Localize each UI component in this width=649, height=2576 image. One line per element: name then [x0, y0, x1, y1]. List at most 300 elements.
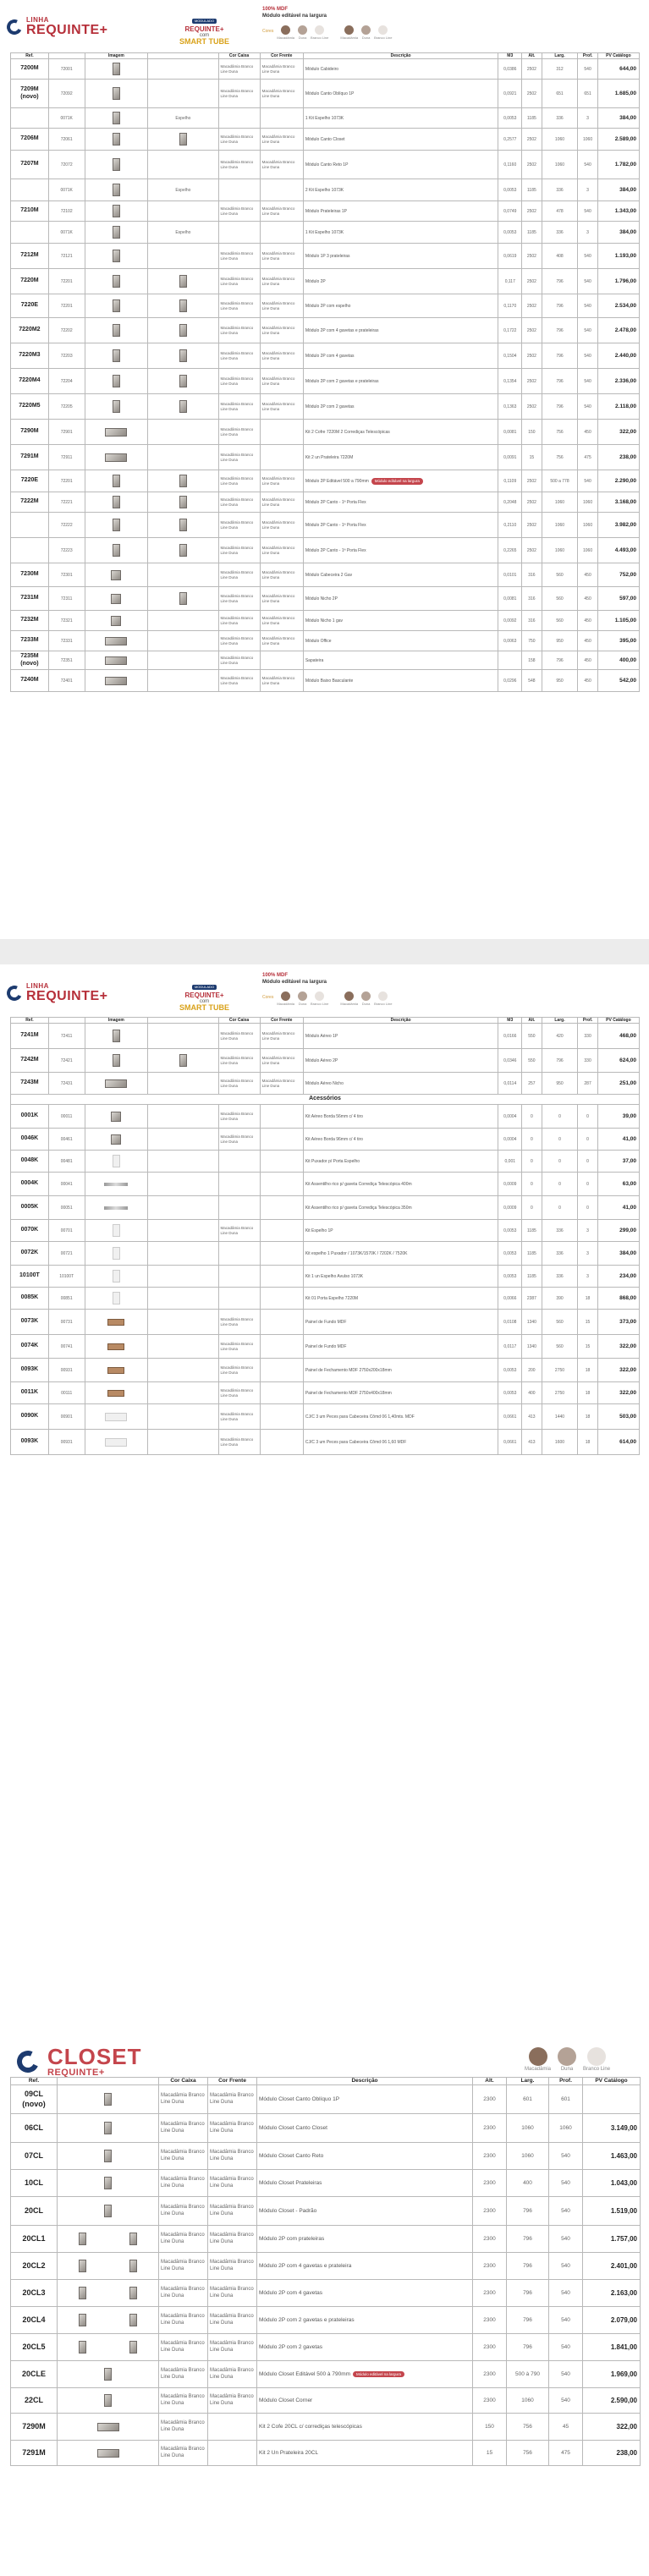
row-price: 234,00: [597, 1266, 639, 1288]
swatch-dot: [378, 25, 388, 35]
description-text: Módulo 1P 3 prateleiras: [305, 253, 350, 259]
row-image: [58, 2280, 159, 2307]
table-row: [11, 2143, 641, 2170]
table-row: [11, 2197, 641, 2226]
row-code: 00851: [48, 1288, 85, 1310]
row-m3: 0,0661: [498, 1430, 522, 1455]
row-code: 72202: [48, 318, 85, 343]
row-cor-frente: Macadâmia Branco Line Duna: [208, 2226, 257, 2253]
row-m3: 0,0053: [498, 179, 522, 201]
table-row: [11, 563, 640, 587]
row-description: [257, 2334, 473, 2361]
row-prof: 3: [578, 222, 597, 244]
row-image-2: [148, 1129, 218, 1151]
description-text: 1 Kit Espelho 1073K: [305, 115, 344, 121]
row-prof: 18: [578, 1430, 597, 1455]
row-image: [85, 59, 148, 80]
row-cor-frente: [260, 1430, 303, 1455]
row-cor-caixa: Macadâmia Branco Line Duna: [218, 631, 260, 651]
row-ref: 0046K: [11, 1129, 49, 1151]
row-cor-caixa: Macadâmia Branco Line Duna: [218, 1404, 260, 1430]
product-image-open: [129, 2233, 137, 2245]
row-image: [85, 1359, 148, 1382]
row-description: [303, 1151, 498, 1173]
row-ref: 7200M: [11, 59, 49, 80]
row-cor-frente: Macadâmia Branco Line Duna: [260, 670, 303, 692]
row-ref: 0072K: [11, 1242, 49, 1266]
row-price: 395,00: [597, 631, 639, 651]
row-ref: [11, 513, 49, 538]
product-image: [113, 1155, 120, 1167]
product-image: [104, 2122, 112, 2134]
row-m3: 0,2577: [498, 129, 522, 151]
row-larg: 1060: [542, 538, 578, 563]
description-text: Kit 2 Cofre 7220M 2 Corrediças Telescópicas: [305, 429, 390, 435]
product-image: [97, 2423, 119, 2431]
table-row: [11, 420, 640, 445]
row-cor-frente: Macadâmia Branco Line Duna: [208, 2085, 257, 2114]
description-text: Módulo Closet Corner: [259, 2397, 313, 2403]
row-cor-caixa: Macadâmia Branco Line Duna: [218, 1024, 260, 1049]
row-price: 3.982,00: [597, 513, 639, 538]
row-cor-frente: [260, 1266, 303, 1288]
description-text: Módulo Prateleiras 1P: [305, 208, 348, 214]
product-image: [113, 158, 120, 171]
row-cor-frente: [260, 651, 303, 670]
row-cor-caixa: Macadâmia Branco Line Duna: [159, 2143, 208, 2170]
row-larg: 756: [507, 2414, 549, 2441]
row-image-2: [148, 1024, 218, 1049]
row-cor-caixa: Macadâmia Branco Line Duna: [218, 1335, 260, 1359]
row-cor-frente: Macadâmia Branco Line Duna: [208, 2307, 257, 2334]
row-ref: 7240M: [11, 670, 49, 692]
column-header: Cor Caixa: [218, 53, 260, 59]
row-cor-frente: Macadâmia Branco Line Duna: [260, 369, 303, 394]
row-cor-caixa: Macadâmia Branco Line Duna: [218, 445, 260, 470]
description-text: Módulo Closet Canto Closet: [259, 2124, 327, 2131]
row-cor-frente: Macadâmia Branco Line Duna: [208, 2143, 257, 2170]
row-image-2: [148, 179, 218, 201]
row-image-2: [148, 294, 218, 318]
row-price: 1.685,00: [597, 80, 639, 108]
description-text: Módulo Cabideiro: [305, 66, 339, 72]
smart-tube-logo: [179, 978, 229, 1013]
row-cor-caixa: Macadâmia Branco Line Duna: [218, 151, 260, 179]
row-image: [85, 294, 148, 318]
row-image: [58, 2085, 159, 2114]
row-cor-frente: Macadâmia Branco Line Duna: [260, 151, 303, 179]
description-text: Módulo 2P com 2 gavetas: [259, 2343, 323, 2350]
row-image: [58, 2197, 159, 2226]
row-m3: 0,0114: [498, 1073, 522, 1095]
row-larg: 950: [542, 1073, 578, 1095]
row-cor-frente: [260, 1310, 303, 1335]
product-image: [111, 1112, 121, 1122]
row-cor-caixa: Macadâmia Branco Line Duna: [159, 2170, 208, 2197]
row-alt: 1340: [522, 1310, 542, 1335]
table-row: [11, 1105, 640, 1129]
row-alt: 2502: [522, 513, 542, 538]
row-image-2: [148, 1288, 218, 1310]
product-image: [113, 205, 120, 217]
row-ref: 7220M: [11, 269, 49, 294]
row-cor-caixa: Macadâmia Branco Line Duna: [218, 59, 260, 80]
row-alt: 2502: [522, 343, 542, 369]
row-ref: 7243M: [11, 1073, 49, 1095]
row-ref: 0090K: [11, 1404, 49, 1430]
row-larg: 1060: [507, 2143, 549, 2170]
row-image-2: [148, 1382, 218, 1404]
row-m3: 0,0101: [498, 563, 522, 587]
row-image: [85, 1288, 148, 1310]
row-code: 72331: [48, 631, 85, 651]
row-prof: 18: [578, 1404, 597, 1430]
description-text: Módulo 2P com 4 gavetas e prateleira: [259, 2262, 352, 2269]
row-ref: 7291M: [11, 445, 49, 470]
row-code: 72401: [48, 670, 85, 692]
row-code: 00461: [48, 1129, 85, 1151]
description-text: Kit Assentilho rico p/ gaveta Corrediça Telescópica 350m: [305, 1205, 412, 1211]
row-larg: 390: [542, 1288, 578, 1310]
column-header: Alt.: [522, 1018, 542, 1024]
row-price: 37,00: [597, 1151, 639, 1173]
product-image: [113, 349, 120, 362]
row-price: 1.796,00: [597, 269, 639, 294]
row-ref: 7241M: [11, 1024, 49, 1049]
table-row: [11, 1266, 640, 1288]
row-description: [303, 1359, 498, 1382]
row-prof: 287: [578, 1073, 597, 1095]
row-code: 72911: [48, 445, 85, 470]
table-row: [11, 2085, 641, 2114]
row-price: 2.290,00: [597, 470, 639, 492]
product-image-open: [179, 349, 187, 362]
row-cor-frente: Macadâmia Branco Line Duna: [260, 129, 303, 151]
product-image: [113, 133, 120, 146]
row-cor-frente: [208, 2414, 257, 2441]
column-header: Ref.: [11, 1018, 49, 1024]
column-header: Larg.: [542, 1018, 578, 1024]
row-image: [85, 420, 148, 445]
row-alt: 2300: [473, 2388, 507, 2414]
row-ref: 09CL (novo): [11, 2085, 58, 2114]
swatch: [374, 25, 392, 40]
table-row: [11, 670, 640, 692]
row-prof: 450: [578, 563, 597, 587]
brand-line: LINHA: [26, 16, 49, 24]
row-description: [303, 631, 498, 651]
row-price: 597,00: [597, 587, 639, 611]
swatch: [298, 25, 307, 40]
product-image: [113, 1030, 120, 1042]
row-price: 322,00: [597, 1359, 639, 1382]
row-prof: 540: [549, 2197, 583, 2226]
row-larg: 336: [542, 108, 578, 129]
row-image: [58, 2170, 159, 2197]
row-m3: 0,0009: [498, 1173, 522, 1196]
table-row: [11, 269, 640, 294]
page-gap: [0, 939, 649, 964]
row-larg: 408: [542, 244, 578, 269]
row-ref: 0070K: [11, 1220, 49, 1242]
row-m3: 0,001: [498, 1151, 522, 1173]
row-alt: 15: [522, 445, 542, 470]
description-text: Módulo 2P Canto - 1ª Porta Flex: [305, 522, 366, 528]
swatch-name: Branco Line: [311, 1002, 329, 1006]
row-cor-caixa: Macadâmia Branco Line Duna: [218, 80, 260, 108]
row-cor-frente: [260, 1220, 303, 1242]
description-text: Kit 2 Cofe 20CL c/ corrediças telescópicas: [259, 2423, 362, 2430]
product-image-open: [179, 475, 187, 487]
row-price: 4.493,00: [597, 538, 639, 563]
swatch-name: Duna: [361, 36, 371, 40]
row-price: 41,00: [597, 1129, 639, 1151]
product-image: [113, 375, 120, 387]
swatch: [311, 991, 328, 1006]
table-row: [11, 343, 640, 369]
row-code: 72072: [48, 151, 85, 179]
row-code: 72001: [48, 59, 85, 80]
row-description: [303, 269, 498, 294]
row-image: [85, 1266, 148, 1288]
row-larg: 796: [542, 318, 578, 343]
row-price: 2.478,00: [597, 318, 639, 343]
row-description: [303, 80, 498, 108]
row-description: [257, 2143, 473, 2170]
product-image: [111, 616, 121, 626]
row-price: 384,00: [597, 179, 639, 201]
row-cor-frente: [260, 1359, 303, 1382]
row-alt: 2502: [522, 244, 542, 269]
table-row: [11, 80, 640, 108]
row-cor-frente: [260, 1335, 303, 1359]
product-image-open: [129, 2314, 137, 2326]
row-cor-caixa: [218, 179, 260, 201]
smart-pill: MODULADO: [192, 19, 217, 24]
column-header: Cor Frente: [208, 2078, 257, 2085]
logo-c-icon: [4, 17, 24, 36]
row-price: 238,00: [597, 445, 639, 470]
row-price: 373,00: [597, 1310, 639, 1335]
page-gap: [0, 1777, 649, 2030]
product-image: [113, 519, 120, 531]
row-alt: 413: [522, 1404, 542, 1430]
column-header: Ref.: [11, 2078, 58, 2085]
table-row: [11, 179, 640, 201]
row-ref: [11, 222, 49, 244]
row-cor-caixa: Macadâmia Branco Line Duna: [218, 563, 260, 587]
row-prof: 540: [578, 318, 597, 343]
row-code: 72121: [48, 244, 85, 269]
row-prof: 540: [549, 2226, 583, 2253]
row-cor-frente: [260, 1151, 303, 1173]
closet-price-table: [10, 2077, 641, 2466]
row-alt: 2300: [473, 2197, 507, 2226]
product-image: [113, 184, 120, 196]
row-m3: 0,0063: [498, 631, 522, 651]
swatch-name: Duna: [298, 1002, 307, 1006]
swatch-group: [340, 25, 395, 40]
column-header: Cor Frente: [260, 53, 303, 59]
smart-com: com: [199, 33, 210, 39]
row-alt: 1185: [522, 179, 542, 201]
row-image: [85, 1196, 148, 1220]
image-group: [59, 2423, 157, 2431]
row-description: [303, 129, 498, 151]
row-image: [85, 651, 148, 670]
product-image: [111, 1134, 121, 1145]
row-prof: 540: [549, 2143, 583, 2170]
row-cor-frente: Macadâmia Branco Line Duna: [260, 470, 303, 492]
table-row: [11, 59, 640, 80]
description-text: Módulo Closet Prateleiras: [259, 2179, 322, 2186]
description-text: Módulo Nicho 1 gav: [305, 618, 344, 623]
row-image: [85, 513, 148, 538]
brand-logo: [7, 983, 108, 1003]
price-table: [10, 52, 640, 692]
row-cor-caixa: Macadâmia Branco Line Duna: [218, 1073, 260, 1095]
column-header: Ref.: [11, 53, 49, 59]
row-cor-frente: Macadâmia Branco Line Duna: [260, 513, 303, 538]
row-larg: 796: [507, 2226, 549, 2253]
swatch-name: Branco Line: [583, 2067, 611, 2072]
row-alt: 1185: [522, 108, 542, 129]
row-price: 2.118,00: [597, 394, 639, 420]
row-ref: 7232M: [11, 611, 49, 631]
row-prof: 1060: [578, 492, 597, 513]
product-image: [113, 87, 120, 100]
row-code: 72061: [48, 129, 85, 151]
row-price: 322,00: [597, 420, 639, 445]
row-ref: 0093K: [11, 1359, 49, 1382]
row-cor-caixa: Macadâmia Branco Line Duna: [159, 2280, 208, 2307]
row-prof: 540: [549, 2280, 583, 2307]
description-text: Módulo 2P Canto - 1ª Porta Flex: [305, 547, 366, 553]
table-row: [11, 1382, 640, 1404]
table-row: [11, 2280, 641, 2307]
product-image: [113, 544, 120, 557]
row-description: [303, 1335, 498, 1359]
row-larg: 0: [542, 1105, 578, 1129]
product-image: [79, 2287, 86, 2299]
row-cor-caixa: Macadâmia Branco Line Duna: [218, 1220, 260, 1242]
row-code: 00931: [48, 1430, 85, 1455]
row-prof: 330: [578, 1024, 597, 1049]
row-cor-frente: Macadâmia Branco Line Duna: [208, 2388, 257, 2414]
row-price: 2.163,00: [583, 2280, 641, 2307]
row-image-2: [148, 343, 218, 369]
product-image-open: [179, 1054, 187, 1067]
row-image: [85, 201, 148, 222]
logo-c-icon: [4, 983, 24, 1002]
row-code: 0071K: [48, 179, 85, 201]
row-description: [303, 611, 498, 631]
row-image-2: [148, 631, 218, 651]
row-code: 72351: [48, 651, 85, 670]
row-image: [85, 1335, 148, 1359]
row-description: [303, 1105, 498, 1129]
promo-mdf: 100% MDF: [262, 7, 289, 12]
row-image: [85, 1310, 148, 1335]
row-image: [58, 2114, 159, 2143]
row-larg: 796: [507, 2253, 549, 2280]
row-prof: 540: [549, 2361, 583, 2388]
row-m3: 0,0117: [498, 1335, 522, 1359]
swatch-name: Macadâmia: [340, 1002, 359, 1006]
color-swatches: [262, 25, 404, 40]
description-text: Módulo Baixo Basculante: [305, 678, 354, 684]
catalog-page-2: [0, 964, 649, 1777]
product-image: [113, 63, 120, 75]
row-alt: 2300: [473, 2085, 507, 2114]
row-alt: 2502: [522, 269, 542, 294]
row-cor-caixa: Macadâmia Branco Line Duna: [218, 369, 260, 394]
row-cor-caixa: Macadâmia Branco Line Duna: [218, 651, 260, 670]
row-image-2: [148, 651, 218, 670]
image-group: [59, 2449, 157, 2458]
image-group: [59, 2314, 157, 2326]
row-code: 00481: [48, 1151, 85, 1173]
row-larg: 336: [542, 222, 578, 244]
table-row: [11, 1173, 640, 1196]
description-text: Módulo 2P com 2 gavetas: [305, 404, 355, 409]
row-image-2: [148, 394, 218, 420]
product-image: [113, 1270, 120, 1283]
swatch-name: Macadâmia: [525, 2067, 552, 2072]
row-alt: 2387: [522, 1288, 542, 1310]
row-code: 10100T: [48, 1266, 85, 1288]
row-image: [85, 1129, 148, 1151]
row-code: 72311: [48, 587, 85, 611]
row-cor-caixa: Macadâmia Branco Line Duna: [218, 1382, 260, 1404]
swatch: [361, 991, 371, 1006]
row-m3: 0,2265: [498, 538, 522, 563]
row-cor-frente: Macadâmia Branco Line Duna: [260, 1073, 303, 1095]
brand-line: LINHA: [26, 982, 49, 990]
column-header: PV Catálogo: [583, 2078, 641, 2085]
row-price: 1.757,00: [583, 2226, 641, 2253]
row-cor-frente: [260, 222, 303, 244]
row-price: 1.043,00: [583, 2170, 641, 2197]
row-image-2: [148, 1073, 218, 1095]
row-prof: 1060: [578, 513, 597, 538]
table-row: [11, 1404, 640, 1430]
row-image: [58, 2414, 159, 2441]
swatch: [277, 991, 294, 1006]
row-description: [303, 1382, 498, 1404]
row-alt: 257: [522, 1073, 542, 1095]
description-text: Módulo Nicho 2P: [305, 596, 338, 601]
product-image: [104, 2177, 112, 2189]
row-cor-frente: Macadâmia Branco Line Duna: [208, 2253, 257, 2280]
row-prof: 3: [578, 1220, 597, 1242]
column-header: Prof.: [578, 1018, 597, 1024]
description-text: CJ/C 3 um Peces para Cabeceira Cômd 06 1,60 MDF: [305, 1439, 407, 1445]
row-description: [303, 108, 498, 129]
row-prof: 15: [578, 1335, 597, 1359]
row-ref: 07CL: [11, 2143, 58, 2170]
table-row: [11, 1242, 640, 1266]
logo-c-icon: [14, 2047, 41, 2075]
row-cor-caixa: Macadâmia Branco Line Duna: [218, 343, 260, 369]
row-description: [303, 244, 498, 269]
row-image-2: [148, 1310, 218, 1335]
row-description: [303, 343, 498, 369]
row-cor-caixa: Macadâmia Branco Line Duna: [218, 1430, 260, 1455]
row-alt: 548: [522, 670, 542, 692]
row-price: 384,00: [597, 222, 639, 244]
row-description: [303, 151, 498, 179]
